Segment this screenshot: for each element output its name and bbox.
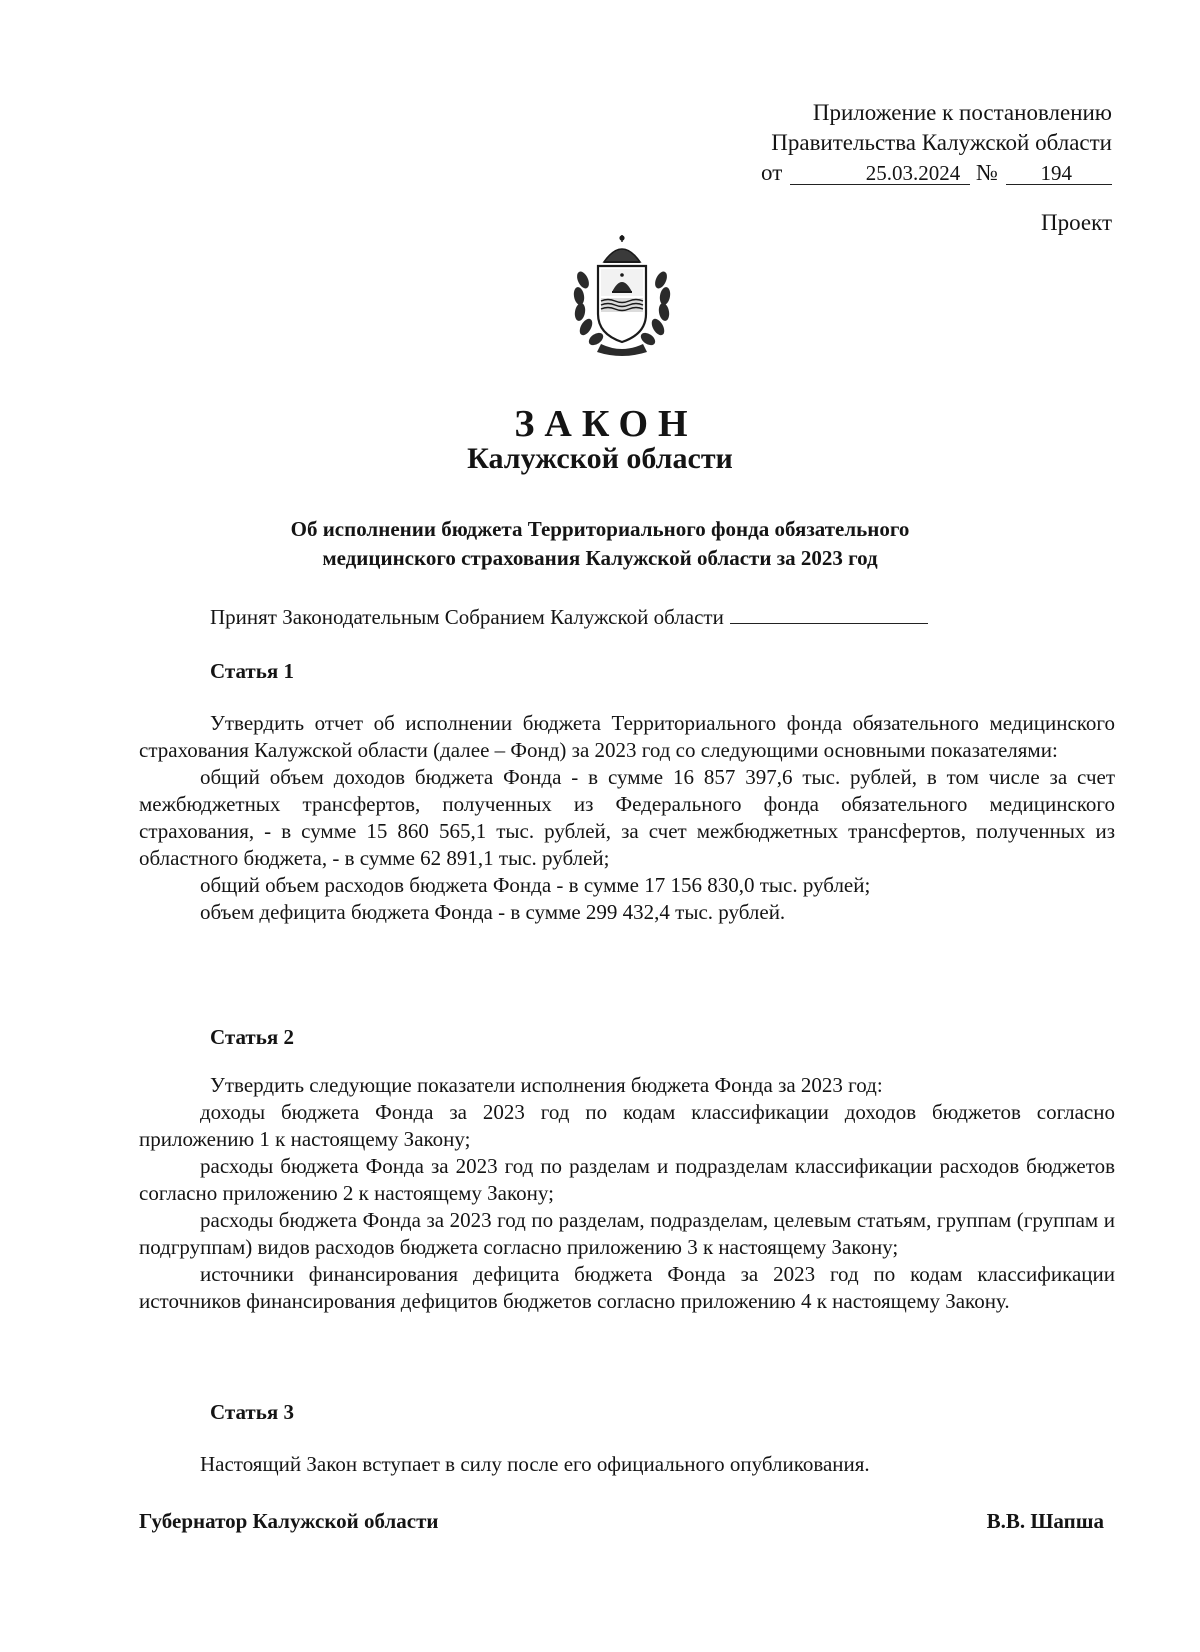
article-2-body — [139, 1072, 1115, 1315]
article-1-body — [139, 710, 1115, 926]
article-1-paragraph: общий объем расходов бюджета Фонда - в сумме 17 156 830,0 тыс. рублей; — [200, 873, 871, 897]
approval-date-line — [761, 158, 1112, 188]
law-region: Калужской области — [467, 442, 733, 475]
adopted-text: Принят Законодательным Собранием Калужской области — [210, 605, 724, 629]
law-subject — [0, 515, 1200, 573]
article-1-paragraph: общий объем доходов бюджета Фонда - в сумме 16 857 397,6 тыс. рублей, в том числе за счет межбюджетных трансфертов, полученных из Федерального фонда обязательного медицинского страхования, - в сумме 15 860 565,1 тыс. рублей, за счет межбюджетных трансфертов, полученных из областного бюджета, - в сумме 62 891,1 тыс. рублей; — [139, 765, 1115, 870]
date-prefix: от — [761, 160, 783, 185]
article-3-paragraph: Настоящий Закон вступает в силу после его официального опубликования. — [200, 1452, 870, 1476]
number-prefix: № — [976, 160, 998, 185]
article-2-paragraph: источники финансирования дефицита бюджета Фонда за 2023 год по кодам классификации источников финансирования дефицитов бюджетов согласно приложению 4 к настоящему Закону. — [139, 1262, 1115, 1313]
signatory-name: В.В. Шапша — [986, 1509, 1104, 1533]
article-1-heading: Статья 1 — [210, 659, 294, 683]
adopted-line — [210, 605, 928, 630]
article-1-paragraph: Утвердить отчет об исполнении бюджета Территориального фонда обязательного медицинского страхования Калужской области (далее – Фонд) за 2023 год со следующими основными показателями: — [139, 711, 1115, 762]
adoption-date-blank — [730, 605, 928, 624]
draft-label: Проект — [1040, 210, 1112, 235]
approval-line-2: Правительства Калужской области — [771, 130, 1112, 155]
law-subject-line-1: Об исполнении бюджета Территориального фонда обязательного — [290, 517, 910, 541]
article-2-paragraph: Утвердить следующие показатели исполнения бюджета Фонда за 2023 год: — [210, 1073, 883, 1097]
article-3-heading: Статья 3 — [210, 1400, 294, 1424]
article-2-paragraph: доходы бюджета Фонда за 2023 год по кодам классификации доходов бюджетов согласно приложению 1 к настоящему Закону; — [139, 1100, 1115, 1151]
article-2-paragraph: расходы бюджета Фонда за 2023 год по разделам и подразделам классификации расходов бюджетов согласно приложению 2 к настоящему Закону; — [139, 1154, 1115, 1205]
kaluga-coat-of-arms-emblem — [571, 232, 673, 356]
law-title: ЗАКОН — [514, 403, 698, 445]
signatory-position: Губернатор Калужской области — [139, 1509, 439, 1533]
law-subject-line-2: медицинского страхования Калужской области за 2023 год — [322, 546, 878, 570]
article-2-heading: Статья 2 — [210, 1025, 294, 1049]
approval-block — [761, 98, 1112, 188]
article-3-body — [139, 1451, 1115, 1478]
approval-number: 194 — [1006, 162, 1112, 185]
article-2-paragraph: расходы бюджета Фонда за 2023 год по разделам, подразделам, целевым статьям, группам (группам и подгруппам) видов расходов бюджета согласно приложению 3 к настоящему Закону; — [139, 1208, 1115, 1259]
approval-line-1: Приложение к постановлению — [812, 100, 1112, 125]
article-1-paragraph: объем дефицита бюджета Фонда - в сумме 299 432,4 тыс. рублей. — [200, 900, 786, 924]
approval-date: 25.03.2024 — [790, 162, 970, 185]
